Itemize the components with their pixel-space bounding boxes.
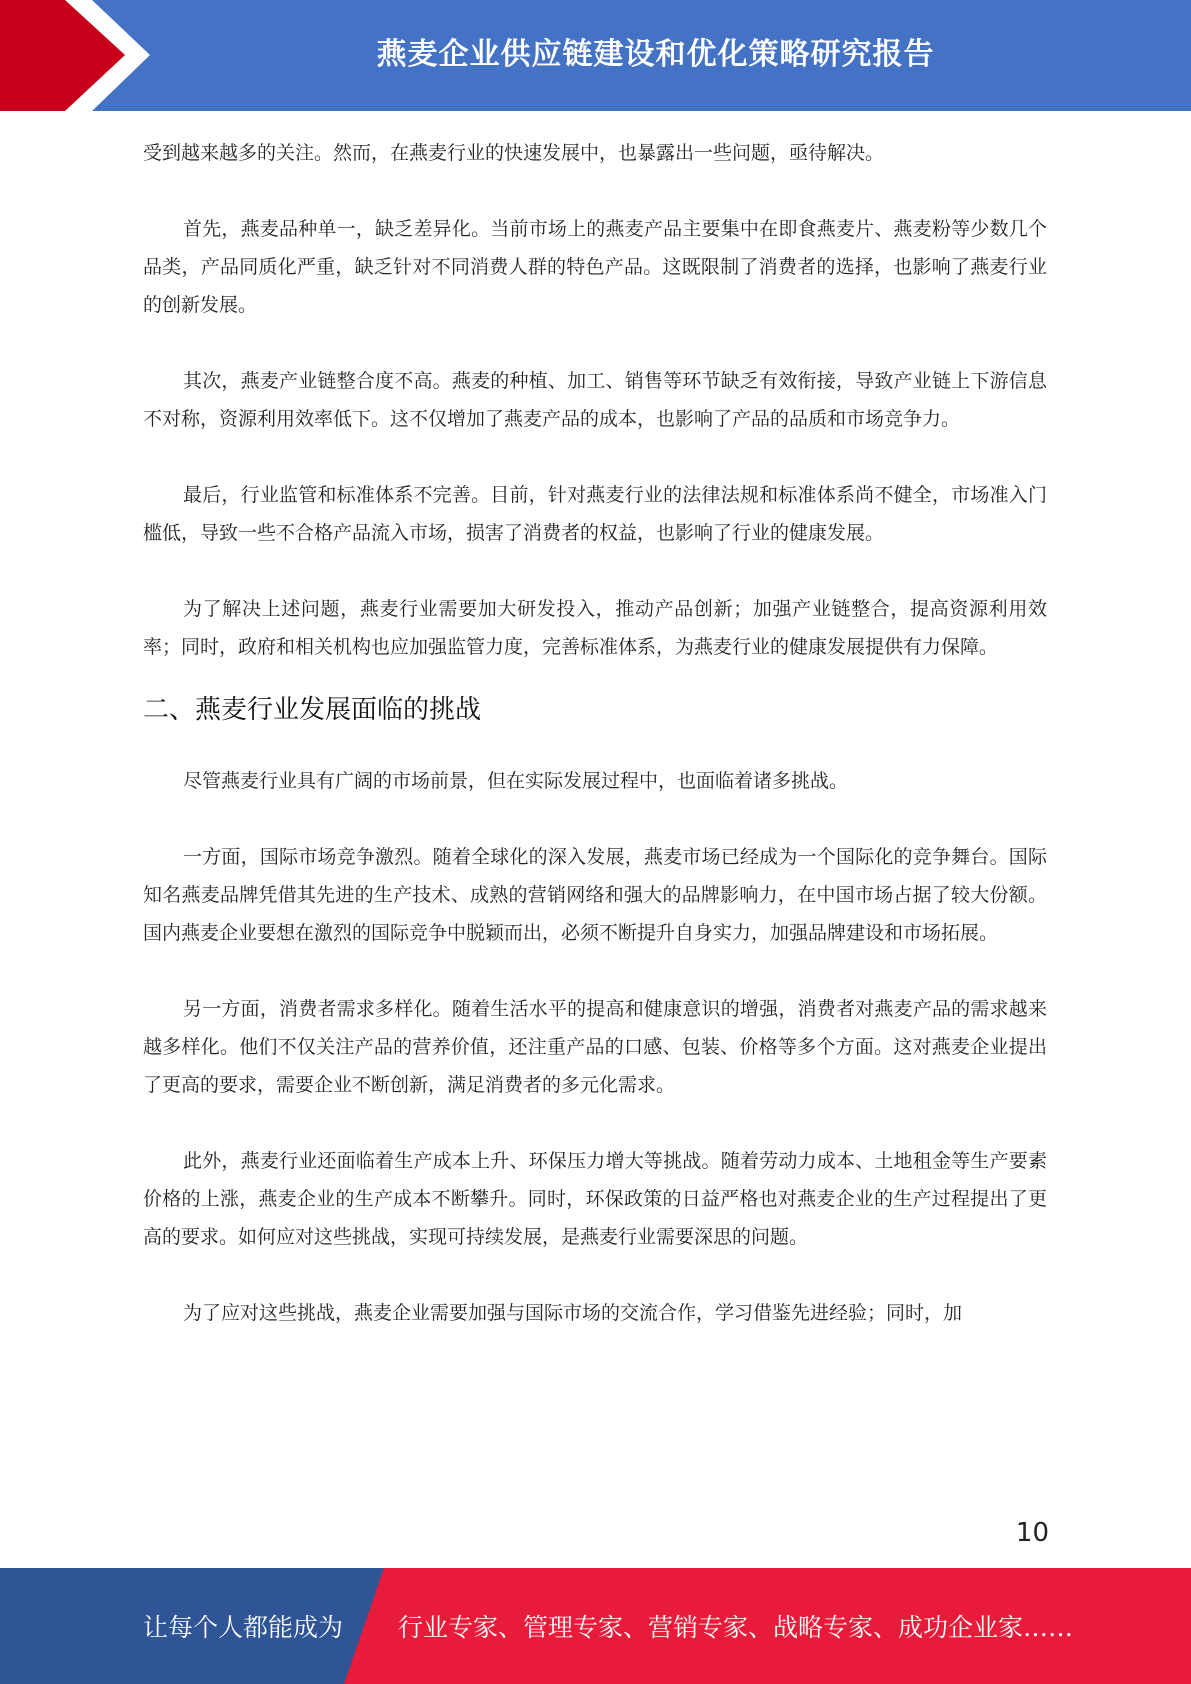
- paragraph: 此外，燕麦行业还面临着生产成本上升、环保压力增大等挑战。随着劳动力成本、土地租金等生产要素价格的上涨，燕麦企业的生产成本不断攀升。同时，环保政策的日益严格也对燕麦企业的生产过程提出了更高的要求。如何应对这些挑战，实现可持续发展，是燕麦行业需要深思的问题。: [143, 1150, 1047, 1248]
- page-footer: [0, 1568, 1191, 1684]
- paragraph: 另一方面，消费者需求多样化。随着生活水平的提高和健康意识的增强，消费者对燕麦产品的需求越来越多样化。他们不仅关注产品的营养价值，还注重产品的口感、包装、价格等多个方面。这对燕麦企业提出了更高的要求，需要企业不断创新，满足消费者的多元化需求。: [143, 998, 1047, 1096]
- paragraph: 一方面，国际市场竞争激烈。随着全球化的深入发展，燕麦市场已经成为一个国际化的竞争舞台。国际知名燕麦品牌凭借其先进的生产技术、成熟的营销网络和强大的品牌影响力，在中国市场占据了较大份额。国内燕麦企业要想在激烈的国际竞争中脱颖而出，必须不断提升自身实力，加强品牌建设和市场拓展。: [143, 846, 1047, 944]
- page-content: [143, 134, 1047, 1332]
- paragraph: 尽管燕麦行业具有广阔的市场前景，但在实际发展过程中，也面临着诸多挑战。: [183, 770, 849, 792]
- footer-slogan-right: 行业专家、管理专家、营销专家、战略专家、成功企业家……: [398, 1613, 1074, 1642]
- paragraph: 其次，燕麦产业链整合度不高。燕麦的种植、加工、销售等环节缺乏有效衔接，导致产业链上下游信息不对称，资源利用效率低下。这不仅增加了燕麦产品的成本，也影响了产品的品质和市场竞争力。: [143, 370, 1047, 430]
- paragraph: 受到越来越多的关注。然而，在燕麦行业的快速发展中，也暴露出一些问题，亟待解决。: [143, 142, 885, 164]
- paragraph: 首先，燕麦品种单一，缺乏差异化。当前市场上的燕麦产品主要集中在即食燕麦片、燕麦粉等少数几个品类，产品同质化严重，缺乏针对不同消费人群的特色产品。这既限制了消费者的选择，也影响了燕麦行业的创新发展。: [143, 218, 1047, 316]
- page-number: 10: [1015, 1518, 1049, 1548]
- section-heading: 二、燕麦行业发展面临的挑战: [143, 695, 482, 725]
- footer-slogan-left: 让每个人都能成为: [143, 1613, 344, 1642]
- page-header: [0, 0, 1191, 111]
- paragraph: 为了解决上述问题，燕麦行业需要加大研发投入，推动产品创新；加强产业链整合，提高资源利用效率；同时，政府和相关机构也应加强监管力度，完善标准体系，为燕麦行业的健康发展提供有力保障。: [143, 598, 1047, 658]
- paragraph: 为了应对这些挑战，燕麦企业需要加强与国际市场的交流合作，学习借鉴先进经验；同时，加: [183, 1302, 963, 1324]
- report-title: 燕麦企业供应链建设和优化策略研究报告: [376, 36, 935, 72]
- paragraph: 最后，行业监管和标准体系不完善。目前，针对燕麦行业的法律法规和标准体系尚不健全，市场准入门槛低，导致一些不合格产品流入市场，损害了消费者的权益，也影响了行业的健康发展。: [143, 484, 1047, 544]
